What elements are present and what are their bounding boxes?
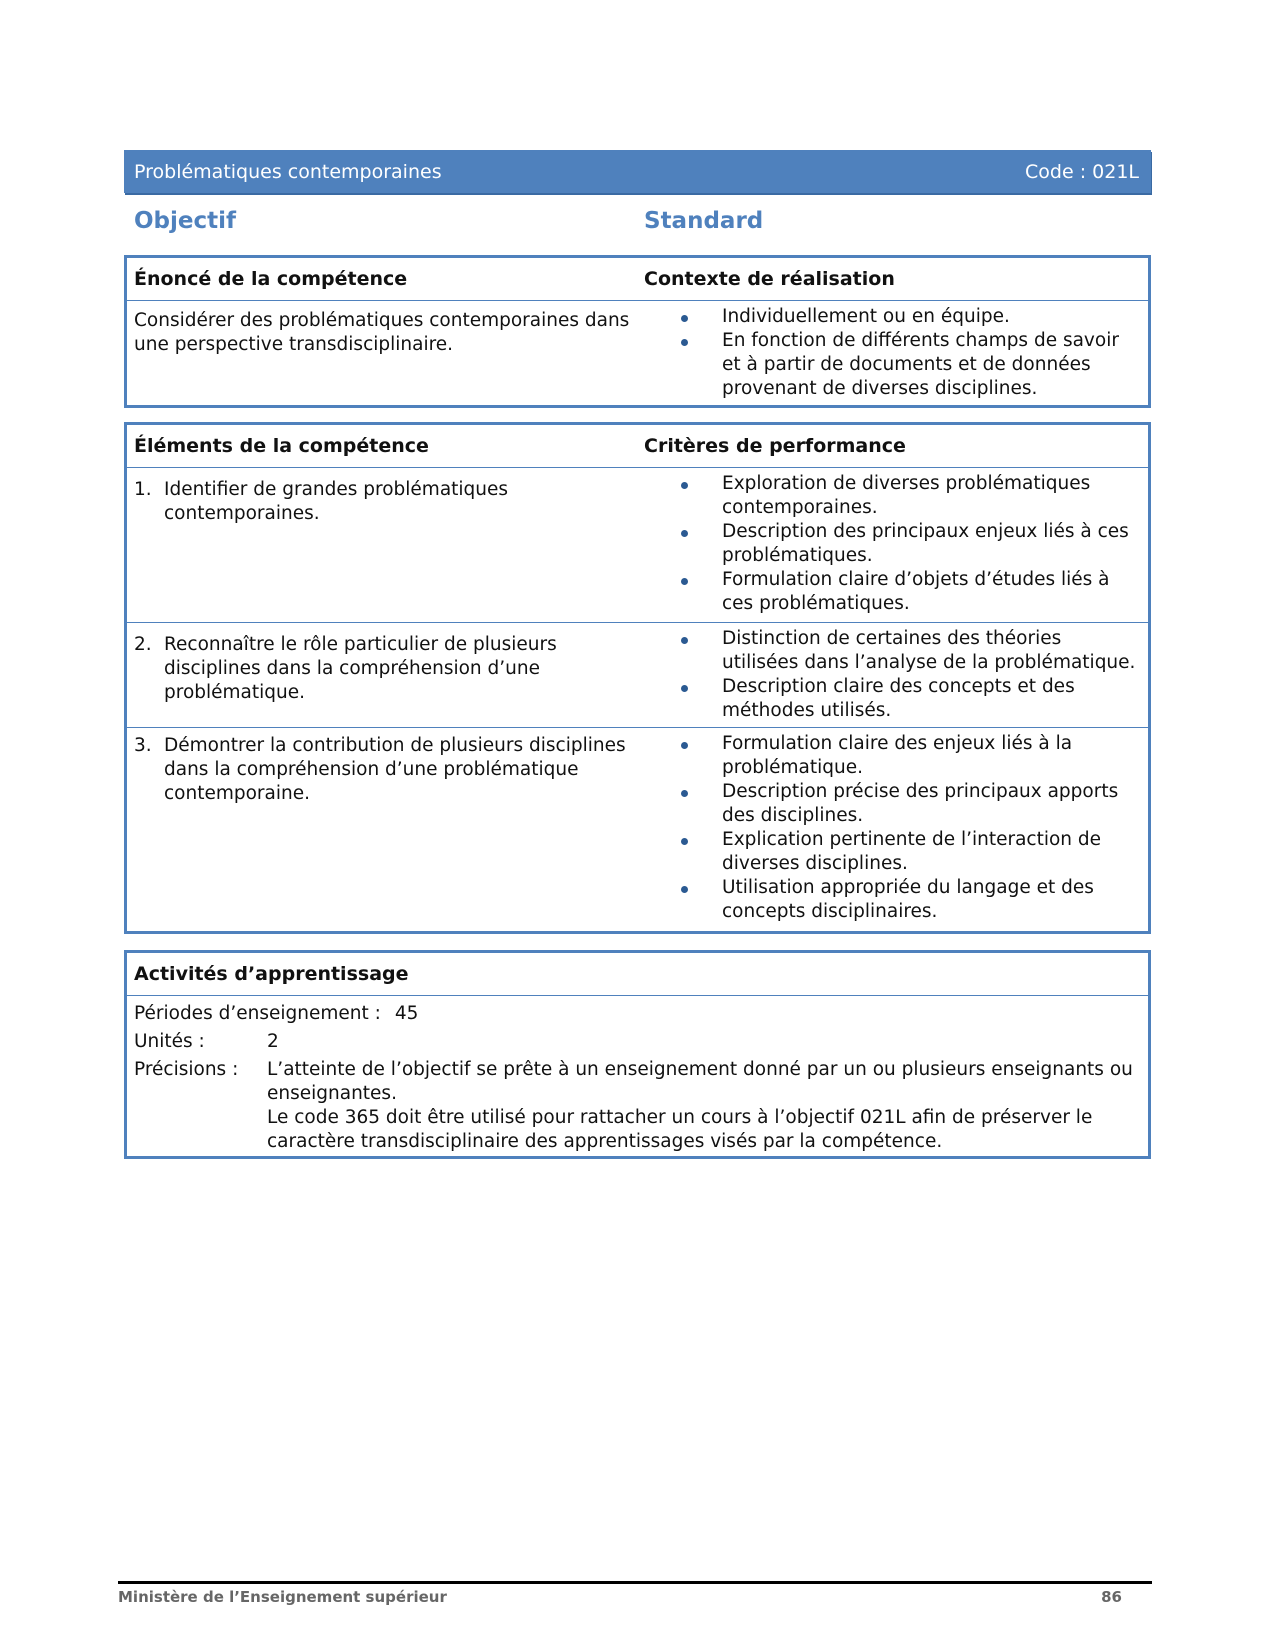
bullet-icon xyxy=(644,305,722,329)
element-number: 2. xyxy=(134,634,152,655)
list-item: Individuellement ou en équipe. xyxy=(644,305,1142,329)
element-number: 3. xyxy=(134,735,152,756)
page-footer xyxy=(118,1588,1152,1610)
criteria-cell xyxy=(637,728,1148,926)
details-paragraph: Le code 365 doit être utilisé pour rattacher un cours à l’objectif 021L afin de préserver le caractère transdisciplinaire des apprentissages visés par la compétence. xyxy=(267,1107,1093,1152)
standard-heading: Standard xyxy=(644,208,764,234)
criteria-header: Critères de performance xyxy=(644,435,906,457)
element-cell xyxy=(127,623,637,727)
list-item: Formulation claire d’objets d’études liés à ces problématiques. xyxy=(644,568,1142,616)
element-item xyxy=(134,633,630,705)
units-label: Unités : xyxy=(134,1031,205,1052)
list-item: Description claire des concepts et des méthodes utilisés. xyxy=(644,675,1142,723)
table-row xyxy=(127,468,1148,623)
element-text: Reconnaître le rôle particulier de plusieurs disciplines dans la compréhension d’une problématique. xyxy=(164,634,557,703)
criteria-list xyxy=(644,472,1142,616)
units-value: 2 xyxy=(267,1031,279,1052)
units xyxy=(134,1030,1141,1054)
criteria-list xyxy=(644,627,1142,723)
details xyxy=(134,1058,1141,1154)
list-item: Utilisation appropriée du langage et des concepts disciplinaires. xyxy=(644,876,1142,924)
periods-value: 45 xyxy=(394,1003,419,1024)
table-header xyxy=(127,425,1148,468)
course-code: Code : 021L xyxy=(1025,160,1139,183)
bullet-icon xyxy=(644,876,722,924)
section-heads xyxy=(124,208,1151,244)
course-title-bar xyxy=(124,150,1151,193)
criteria-cell xyxy=(637,468,1148,622)
competency-elements-table xyxy=(124,422,1151,934)
table-row xyxy=(127,301,1148,403)
criteria-cell xyxy=(637,623,1148,727)
context-cell xyxy=(637,301,1148,403)
competency-statement: Considérer des problématiques contemporaines dans une perspective transdisciplinaire. xyxy=(134,310,630,355)
teaching-periods xyxy=(134,1002,1141,1026)
table-row xyxy=(127,728,1148,926)
element-item xyxy=(134,734,630,806)
bullet-icon xyxy=(644,329,722,401)
list-item: Explication pertinente de l’interaction de diverses disciplines. xyxy=(644,828,1142,876)
list-item: Distinction de certaines des théories utilisées dans l’analyse de la problématique. xyxy=(644,627,1142,675)
bullet-icon xyxy=(644,780,722,828)
context-list xyxy=(644,305,1142,401)
element-text: Démontrer la contribution de plusieurs disciplines dans la compréhension d’une problématique contemporaine. xyxy=(164,735,626,804)
list-item: Description précise des principaux apports des disciplines. xyxy=(644,780,1142,828)
bullet-icon xyxy=(644,520,722,568)
element-cell xyxy=(127,728,637,926)
periods-label: Périodes d’enseignement : xyxy=(134,1003,381,1024)
elements-header: Éléments de la compétence xyxy=(134,435,429,457)
activities-body xyxy=(127,996,1148,1166)
statement-header: Énoncé de la compétence xyxy=(134,268,408,290)
details-label: Précisions : xyxy=(134,1059,239,1080)
footer-divider xyxy=(118,1581,1152,1584)
details-paragraph: L’atteinte de l’objectif se prête à un enseignement donné par un ou plusieurs enseignants ou enseignantes. xyxy=(267,1059,1133,1104)
table-header xyxy=(127,258,1148,301)
bullet-icon xyxy=(644,675,722,723)
bullet-icon xyxy=(644,472,722,520)
element-cell xyxy=(127,468,637,622)
publisher-name: Ministère de l’Enseignement supérieur xyxy=(118,1588,447,1606)
bullet-icon xyxy=(644,828,722,876)
bullet-icon xyxy=(644,732,722,780)
activities-header: Activités d’apprentissage xyxy=(134,963,409,985)
objective-heading: Objectif xyxy=(134,208,237,234)
criteria-list xyxy=(644,732,1142,924)
course-title: Problématiques contemporaines xyxy=(134,160,442,183)
table-row xyxy=(127,623,1148,728)
element-text: Identifier de grandes problématiques contemporaines. xyxy=(164,479,509,524)
page-number: 86 xyxy=(1101,1588,1122,1606)
table-header xyxy=(127,953,1148,996)
list-item: Formulation claire des enjeux liés à la problématique. xyxy=(644,732,1142,780)
list-item: En fonction de différents champs de savoir et à partir de documents et de données provenant de diverses disciplines. xyxy=(644,329,1142,401)
list-item: Exploration de diverses problématiques contemporaines. xyxy=(644,472,1142,520)
context-header: Contexte de réalisation xyxy=(644,268,895,290)
learning-activities-box xyxy=(124,950,1151,1159)
bullet-icon xyxy=(644,568,722,616)
bullet-icon xyxy=(644,627,722,675)
competency-statement-table xyxy=(124,255,1151,408)
details-text xyxy=(267,1058,1141,1154)
element-item xyxy=(134,478,630,526)
element-number: 1. xyxy=(134,479,152,500)
list-item: Description des principaux enjeux liés à ces problématiques. xyxy=(644,520,1142,568)
